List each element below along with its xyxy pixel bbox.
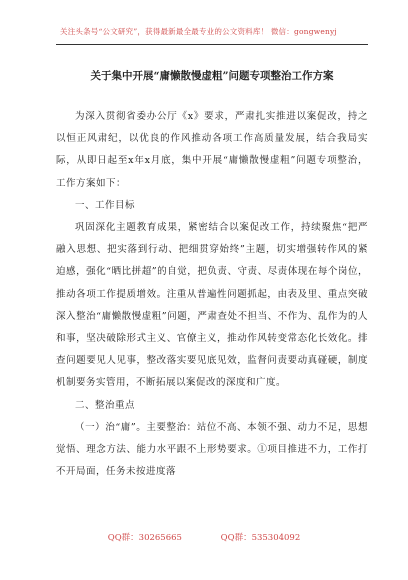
intro-paragraph: 为深入贯彻省委办公厅《x》要求，严肃扎实推进以案促改，持之以恒正风肃纪，以优良的作风推动各项工作高质量发展，结合我局实际，从即日起至x年x月底，集中开展“庸懒散慢虚粗”问题专项整治，工作方案如下： [56, 111, 368, 189]
header-divider [56, 44, 368, 45]
focus-item-paragraph: （一）治“庸”。主要整治：站位不高、本领不强、动力不足，思想觉悟、理念方法、能力水平跟不上形势要求。①项目推进不力，工作打不开局面，任务未按进度落 [56, 421, 368, 478]
section-heading-goals: 一、工作目标 [75, 199, 136, 211]
header-note: 关注头条号“公文研究”，获得最新最全最专业的公文资料库！ 微信：gongwenyj [60, 27, 337, 36]
document-body [56, 106, 368, 483]
footer [0, 531, 408, 543]
footer-qq-group-2: QQ群：535304092 [220, 533, 301, 543]
section-heading-focus: 二、整治重点 [75, 399, 136, 411]
document-title: 关于集中开展“庸懒散慢虚粗”问题专项整治工作方案 [90, 70, 334, 82]
footer-qq-group-1: QQ群：30265665 [107, 533, 182, 543]
goals-paragraph: 巩固深化主题教育成果，紧密结合以案促改工作，持续聚焦“把严融入思想、把实落到行动、把细贯穿始终”主题，切实增强转作风的紧迫感，强化“晒比拼超”的自觉，把负责、守责、尽责体现在每个岗位，推动各项工作提质增效。注重从普遍性问题抓起，由表及里、重点突破深入整治“庸懒散慢虚粗”问题，严肃查处不担当、不作为、乱作为的人和事，坚决破除形式主义、官僚主义，推动作风转变常态化长效化。排查问题要见人见事，整改落实要见底见效，监督问责要动真碰硬，制度机制要务实管用，不断拓展以案促改的深度和广度。 [56, 222, 368, 389]
